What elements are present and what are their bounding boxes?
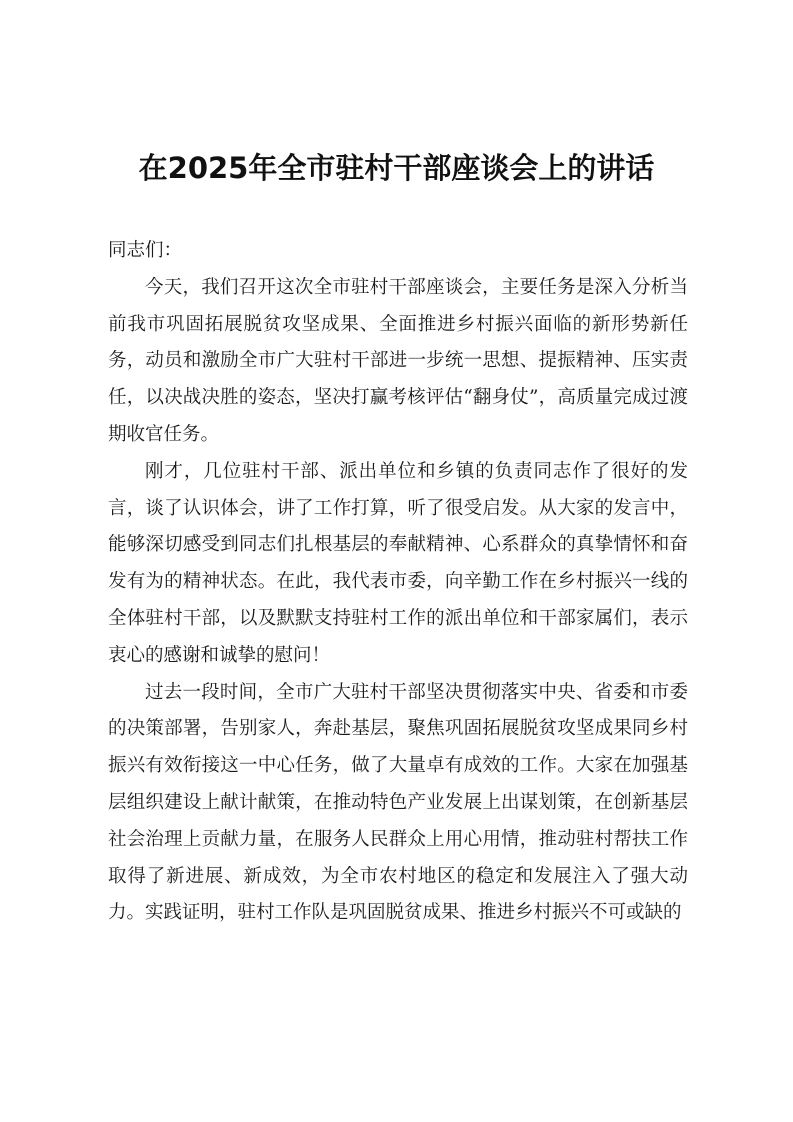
- salutation: 同志们：: [108, 240, 183, 261]
- paragraph-speeches: 刚才，几位驻村干部、派出单位和乡镇的负责同志作了很好的发言，谈了认识体会，讲了工作打算，听了很受启发。从大家的发言中，能够深切感受到同志们扎根基层的奉献精神、心系群众的真挚情怀和奋发有为的精神状态。在此，我代表市委，向辛勤工作在乡村振兴一线的全体驻村干部，以及默默支持驻村工作的派出单位和干部家属们，表示衷心的感谢和诚挚的慰问！: [108, 460, 688, 666]
- paragraph-opening: 今天，我们召开这次全市驻村干部座谈会，主要任务是深入分析当前我市巩固拓展脱贫攻坚成果、全面推进乡村振兴面临的新形势新任务，动员和激励全市广大驻村干部进一步统一思想、提振精神、压实责任，以决战决胜的姿态，坚决打赢考核评估“翻身仗”，高质量完成过渡期收官任务。: [108, 276, 688, 445]
- document-body: [108, 233, 688, 932]
- paragraph-achievements: 过去一段时间，全市广大驻村干部坚决贯彻落实中央、省委和市委的决策部署，告别家人，奔赴基层，聚焦巩固拓展脱贫攻坚成果同乡村振兴有效衔接这一中心任务，做了大量卓有成效的工作。大家在加强基层组织建设上献计献策，在推动特色产业发展上出谋划策，在创新基层社会治理上贡献力量，在服务人民群众上用心用情，推动驻村帮扶工作取得了新进展、新成效，为全市农村地区的稳定和发展注入了强大动力。实践证明，驻村工作队是巩固脱贫成果、推进乡村振兴不可或缺的: [108, 681, 688, 924]
- document-title: 在2025年全市驻村干部座谈会上的讲话: [138, 151, 655, 185]
